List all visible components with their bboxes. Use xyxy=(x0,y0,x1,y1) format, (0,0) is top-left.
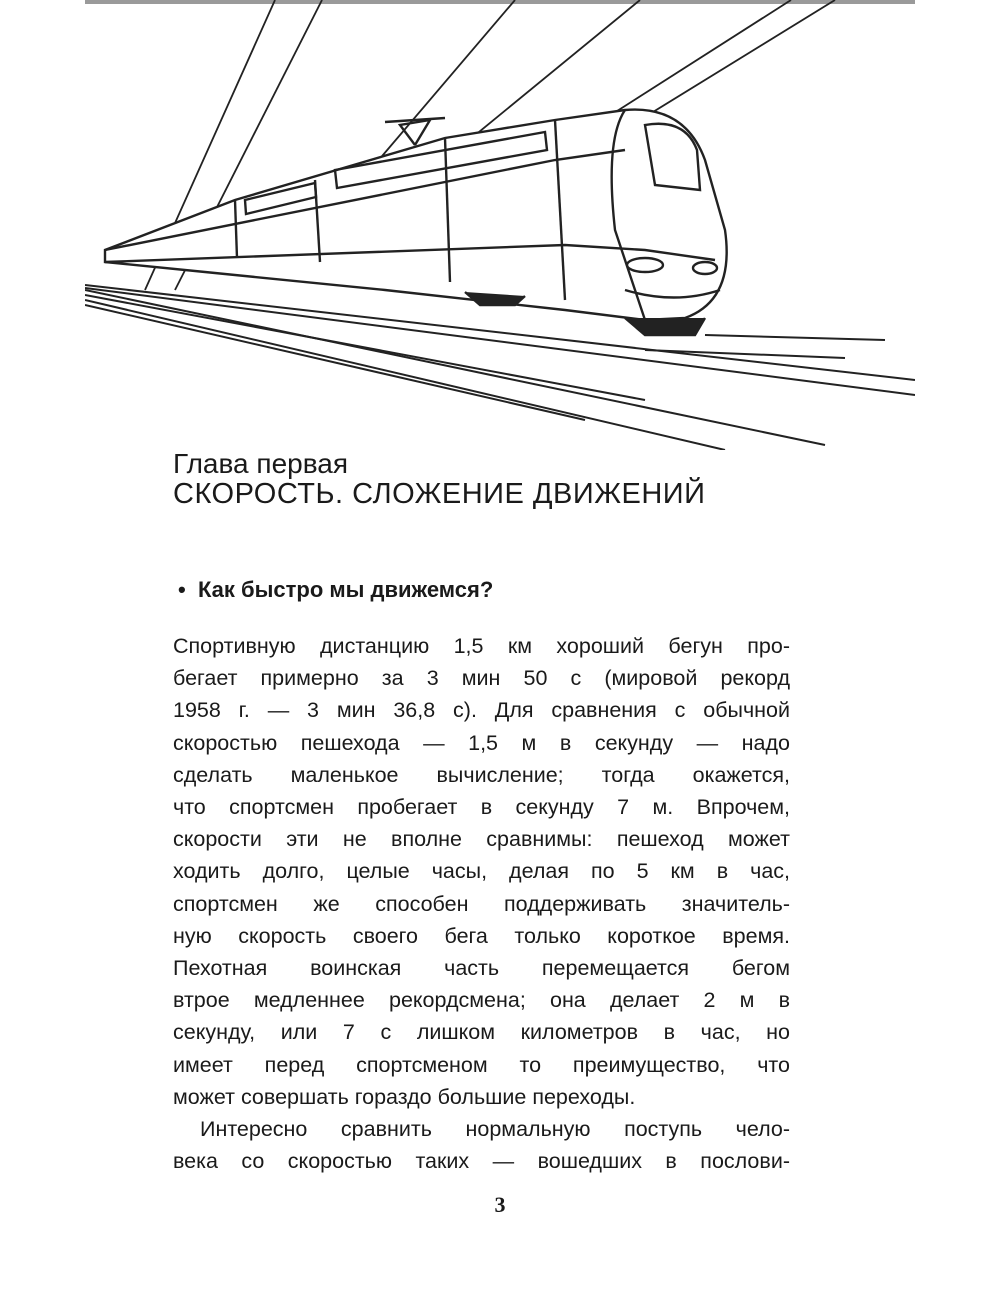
train-illustration xyxy=(85,0,915,450)
text-line: имеет перед спортсменом то преимущество, что xyxy=(173,1052,790,1077)
text-line: втрое медленнее рекордсмена; она делает 2 м в xyxy=(173,988,790,1013)
text-line: сделать маленькое вычисление; тогда окажется, xyxy=(173,762,790,787)
text-line: может совершать гораздо большие переходы. xyxy=(173,1084,636,1109)
text-line: скоростью пешехода — 1,5 м в секунду — надо xyxy=(173,730,790,755)
section-heading xyxy=(178,577,493,603)
section-heading-text: Как быстро мы движемся? xyxy=(197,577,494,602)
text-line: Спортивную дистанцию 1,5 км хороший бегун про- xyxy=(173,634,790,658)
text-line: ную скорость своего бега только короткое время. xyxy=(173,923,790,948)
chapter-title: СКОРОСТЬ. СЛОЖЕНИЕ ДВИЖЕНИЙ xyxy=(173,478,706,510)
text-line: ходить долго, целые часы, делая по 5 км в час, xyxy=(173,859,790,884)
text-line: бегает примерно за 3 мин 50 с (мировой рекорд xyxy=(173,666,790,691)
text-line: Интересно сравнить нормальную поступь чело- xyxy=(200,1117,790,1142)
chapter-label: Глава первая xyxy=(173,448,349,479)
text-line: что спортсмен пробегает в секунду 7 м. Впрочем, xyxy=(173,795,790,820)
text-line: секунду, или 7 с лишком километров в час, но xyxy=(173,1020,790,1045)
body-text xyxy=(173,630,790,1177)
text-line: Пехотная воинская часть перемещается бегом xyxy=(173,956,790,981)
page-number: 3 xyxy=(494,1192,506,1217)
text-line: спортсмен же способен поддерживать значитель- xyxy=(173,891,790,916)
bullet: • xyxy=(178,577,186,602)
text-line: века со скоростью таких — вошедших в послови- xyxy=(173,1149,790,1174)
rails xyxy=(85,285,915,450)
text-line: скорости эти не вполне сравнимы: пешеход может xyxy=(173,827,790,852)
train-body xyxy=(105,110,727,335)
text-line: 1958 г. — 3 мин 36,8 с). Для сравнения с обычной xyxy=(173,698,790,723)
